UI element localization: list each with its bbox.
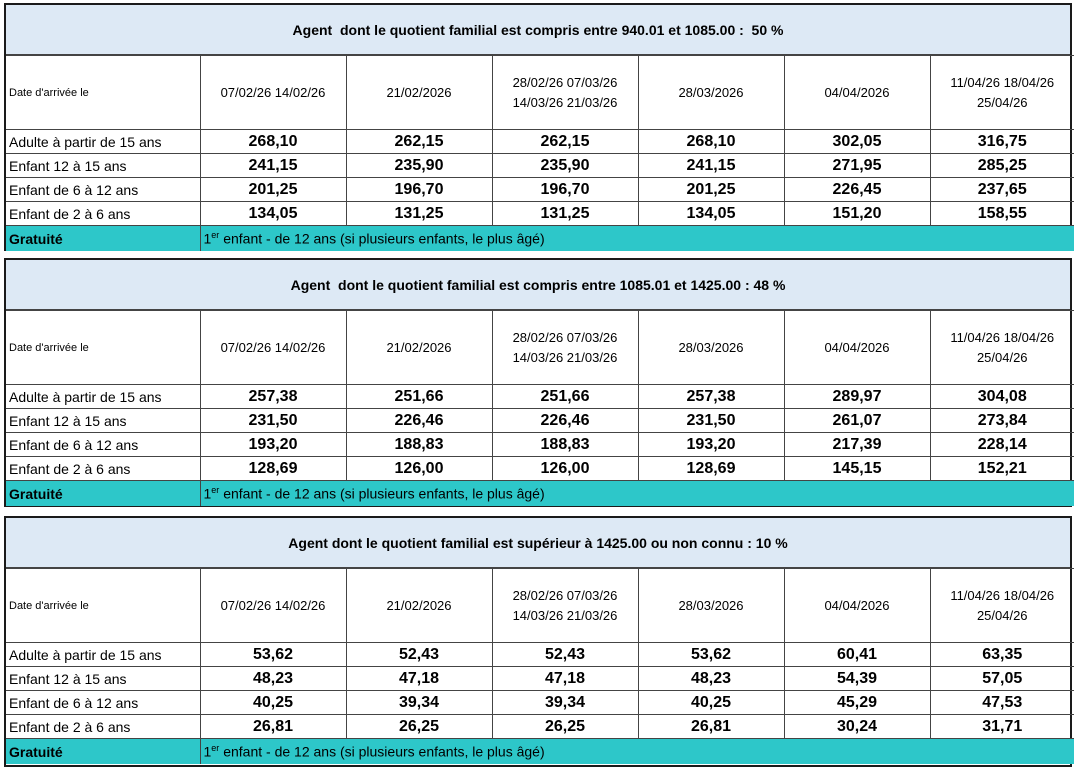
arrival-date-cell (492, 569, 638, 643)
price-cell: 235,90 (346, 154, 492, 178)
tariff-table (6, 310, 1074, 506)
arrival-date-text: 28/02/26 07/03/26 (512, 74, 618, 90)
price-cell: 285,25 (930, 154, 1074, 178)
price-cell: 316,75 (930, 130, 1074, 154)
gratuite-row (6, 739, 1074, 765)
price-cell: 52,43 (492, 643, 638, 667)
gratuite-row (6, 481, 1074, 507)
price-cell: 251,66 (346, 385, 492, 409)
price-cell: 40,25 (638, 691, 784, 715)
arrival-date-cell (200, 569, 346, 643)
arrival-date-text: 28/02/26 07/03/26 (512, 329, 618, 345)
arrival-date-text: 14/03/26 21/03/26 (512, 607, 618, 623)
price-cell: 241,15 (638, 154, 784, 178)
section-title: Agent dont le quotient familial est compris entre 940.01 et 1085.00 : 50 % (6, 5, 1070, 55)
arrival-date-text: 04/04/2026 (824, 339, 890, 355)
price-cell: 47,18 (492, 667, 638, 691)
category-label: Adulte à partir de 15 ans (6, 385, 200, 409)
arrival-date-cell (492, 311, 638, 385)
price-cell: 131,25 (492, 202, 638, 226)
arrival-date-text: 21/02/2026 (386, 339, 452, 355)
category-label: Enfant de 6 à 12 ans (6, 691, 200, 715)
arrival-date-text: 07/02/26 14/02/26 (220, 339, 326, 355)
price-row (6, 409, 1074, 433)
price-cell: 26,25 (492, 715, 638, 739)
price-cell: 196,70 (492, 178, 638, 202)
arrival-date-cell (492, 56, 638, 130)
arrival-date-text: 21/02/2026 (386, 84, 452, 100)
price-cell: 134,05 (638, 202, 784, 226)
category-label: Enfant 12 à 15 ans (6, 154, 200, 178)
price-row (6, 715, 1074, 739)
price-row (6, 433, 1074, 457)
price-cell: 158,55 (930, 202, 1074, 226)
price-row (6, 667, 1074, 691)
price-cell: 251,66 (492, 385, 638, 409)
price-cell: 193,20 (200, 433, 346, 457)
category-label: Enfant de 6 à 12 ans (6, 178, 200, 202)
price-cell: 235,90 (492, 154, 638, 178)
arrival-date-text: 28/03/2026 (678, 339, 744, 355)
arrival-date-cell (784, 56, 930, 130)
arrival-date-cell (346, 311, 492, 385)
price-cell: 47,53 (930, 691, 1074, 715)
price-cell: 39,34 (492, 691, 638, 715)
price-cell: 40,25 (200, 691, 346, 715)
category-label: Adulte à partir de 15 ans (6, 643, 200, 667)
arrival-date-text: 11/04/26 18/04/26 (950, 329, 1055, 345)
arrival-date-text: 07/02/26 14/02/26 (220, 84, 326, 100)
price-cell: 257,38 (200, 385, 346, 409)
price-cell: 48,23 (638, 667, 784, 691)
arrival-date-text: 25/04/26 (976, 607, 1028, 623)
price-cell: 54,39 (784, 667, 930, 691)
price-cell: 261,07 (784, 409, 930, 433)
price-cell: 268,10 (200, 130, 346, 154)
gratuite-label: Gratuité (6, 226, 200, 252)
section-title: Agent dont le quotient familial est supérieur à 1425.00 ou non connu : 10 % (6, 518, 1070, 568)
price-cell: 271,95 (784, 154, 930, 178)
tariff-table (6, 568, 1074, 764)
price-cell: 289,97 (784, 385, 930, 409)
price-cell: 134,05 (200, 202, 346, 226)
arrival-date-text: 11/04/26 18/04/26 (950, 74, 1055, 90)
price-cell: 257,38 (638, 385, 784, 409)
arrival-date-cell (930, 56, 1074, 130)
price-cell: 53,62 (200, 643, 346, 667)
price-cell: 31,71 (930, 715, 1074, 739)
arrival-date-text: 25/04/26 (976, 94, 1028, 110)
price-cell: 52,43 (346, 643, 492, 667)
date-header-label: Date d'arrivée le (6, 569, 200, 643)
arrival-date-text: 28/02/26 07/03/26 (512, 587, 618, 603)
price-cell: 30,24 (784, 715, 930, 739)
price-cell: 47,18 (346, 667, 492, 691)
category-label: Enfant de 2 à 6 ans (6, 715, 200, 739)
price-cell: 128,69 (200, 457, 346, 481)
price-cell: 57,05 (930, 667, 1074, 691)
gratuite-number: 1 (203, 230, 212, 247)
gratuite-label: Gratuité (6, 481, 200, 507)
gratuite-text: enfant - de 12 ans (si plusieurs enfants, le plus âgé) (219, 230, 545, 247)
price-cell: 262,15 (346, 130, 492, 154)
gratuite-row (6, 226, 1074, 252)
arrival-date-cell (638, 311, 784, 385)
price-cell: 226,46 (346, 409, 492, 433)
category-label: Enfant 12 à 15 ans (6, 667, 200, 691)
price-cell: 193,20 (638, 433, 784, 457)
price-row (6, 691, 1074, 715)
gratuite-superscript: er (211, 743, 220, 754)
date-header-label: Date d'arrivée le (6, 56, 200, 130)
price-cell: 152,21 (930, 457, 1074, 481)
price-cell: 126,00 (492, 457, 638, 481)
price-cell: 45,29 (784, 691, 930, 715)
price-cell: 237,65 (930, 178, 1074, 202)
tariff-section (4, 3, 1072, 251)
arrival-date-text: 04/04/2026 (824, 84, 890, 100)
price-cell: 145,15 (784, 457, 930, 481)
gratuite-superscript: er (211, 485, 220, 496)
price-cell: 231,50 (200, 409, 346, 433)
price-cell: 126,00 (346, 457, 492, 481)
gratuite-note (200, 481, 1074, 507)
gratuite-note (200, 226, 1074, 252)
arrival-date-cell (784, 569, 930, 643)
gratuite-note (200, 739, 1074, 765)
price-cell: 231,50 (638, 409, 784, 433)
arrival-date-cell (638, 56, 784, 130)
arrival-date-text: 14/03/26 21/03/26 (512, 349, 618, 365)
price-cell: 268,10 (638, 130, 784, 154)
date-header-row (6, 56, 1074, 130)
arrival-date-cell (200, 56, 346, 130)
price-cell: 228,14 (930, 433, 1074, 457)
price-cell: 151,20 (784, 202, 930, 226)
tariff-section (4, 516, 1072, 767)
price-cell: 26,81 (200, 715, 346, 739)
tariff-section (4, 258, 1072, 507)
tariff-table (6, 55, 1074, 251)
arrival-date-text: 14/03/26 21/03/26 (512, 94, 618, 110)
price-cell: 188,83 (492, 433, 638, 457)
arrival-date-text: 25/04/26 (976, 349, 1028, 365)
arrival-date-text: 28/03/2026 (678, 597, 744, 613)
category-label: Enfant de 2 à 6 ans (6, 457, 200, 481)
price-cell: 63,35 (930, 643, 1074, 667)
price-cell: 48,23 (200, 667, 346, 691)
price-cell: 131,25 (346, 202, 492, 226)
arrival-date-cell (346, 569, 492, 643)
category-label: Enfant de 6 à 12 ans (6, 433, 200, 457)
price-cell: 226,46 (492, 409, 638, 433)
price-cell: 201,25 (638, 178, 784, 202)
price-row (6, 202, 1074, 226)
price-row (6, 457, 1074, 481)
gratuite-number: 1 (203, 485, 212, 502)
gratuite-text: enfant - de 12 ans (si plusieurs enfants, le plus âgé) (219, 743, 545, 760)
price-cell: 26,81 (638, 715, 784, 739)
arrival-date-text: 07/02/26 14/02/26 (220, 597, 326, 613)
price-cell: 226,45 (784, 178, 930, 202)
arrival-date-cell (930, 311, 1074, 385)
arrival-date-cell (784, 311, 930, 385)
price-cell: 60,41 (784, 643, 930, 667)
date-header-row (6, 311, 1074, 385)
price-cell: 26,25 (346, 715, 492, 739)
arrival-date-cell (200, 311, 346, 385)
price-cell: 128,69 (638, 457, 784, 481)
price-cell: 302,05 (784, 130, 930, 154)
arrival-date-cell (930, 569, 1074, 643)
price-row (6, 130, 1074, 154)
price-row (6, 178, 1074, 202)
price-row (6, 643, 1074, 667)
price-cell: 273,84 (930, 409, 1074, 433)
date-header-label: Date d'arrivée le (6, 311, 200, 385)
price-cell: 53,62 (638, 643, 784, 667)
arrival-date-cell (346, 56, 492, 130)
arrival-date-text: 11/04/26 18/04/26 (950, 587, 1055, 603)
price-cell: 304,08 (930, 385, 1074, 409)
arrival-date-text: 21/02/2026 (386, 597, 452, 613)
arrival-date-cell (638, 569, 784, 643)
section-title: Agent dont le quotient familial est compris entre 1085.01 et 1425.00 : 48 % (6, 260, 1070, 310)
gratuite-superscript: er (211, 230, 220, 241)
category-label: Enfant 12 à 15 ans (6, 409, 200, 433)
category-label: Enfant de 2 à 6 ans (6, 202, 200, 226)
price-row (6, 385, 1074, 409)
price-row (6, 154, 1074, 178)
gratuite-text: enfant - de 12 ans (si plusieurs enfants, le plus âgé) (219, 485, 545, 502)
arrival-date-text: 04/04/2026 (824, 597, 890, 613)
price-cell: 241,15 (200, 154, 346, 178)
price-cell: 217,39 (784, 433, 930, 457)
gratuite-number: 1 (203, 743, 212, 760)
category-label: Adulte à partir de 15 ans (6, 130, 200, 154)
arrival-date-text: 28/03/2026 (678, 84, 744, 100)
price-cell: 262,15 (492, 130, 638, 154)
price-cell: 188,83 (346, 433, 492, 457)
price-cell: 196,70 (346, 178, 492, 202)
price-cell: 201,25 (200, 178, 346, 202)
date-header-row (6, 569, 1074, 643)
price-cell: 39,34 (346, 691, 492, 715)
gratuite-label: Gratuité (6, 739, 200, 765)
